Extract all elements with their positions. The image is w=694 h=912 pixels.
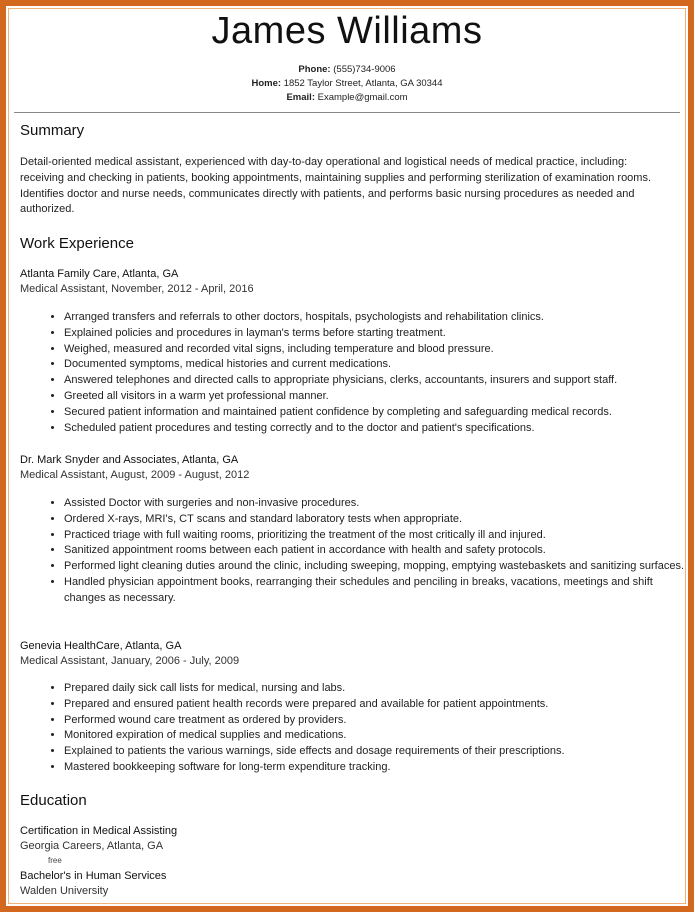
list-item: • Monitored expiration of medical supplies and medications.: [64, 728, 686, 744]
candidate-name: James Williams: [211, 10, 483, 52]
list-item: • Scheduled patient procedures and testing correctly and to the doctor and patient's specifications.: [64, 421, 686, 437]
job-bullets: [44, 310, 686, 436]
list-item: • Greeted all visitors in a warm yet professional manner.: [64, 389, 686, 405]
job-role: Medical Assistant, November, 2012 - April, 2016: [20, 283, 254, 295]
email-label: Email:: [286, 92, 315, 103]
email-value: Example@gmail.com: [317, 92, 408, 103]
phone-label: Phone:: [298, 64, 331, 75]
education-school: Walden University: [20, 885, 109, 897]
work-heading: Work Experience: [20, 235, 134, 252]
list-item: • Prepared and ensured patient health records were prepared and available for patient appointments.: [64, 697, 686, 713]
home-label: Home:: [251, 78, 282, 89]
list-item: • Documented symptoms, medical histories and current medications.: [64, 357, 686, 373]
list-item: • Assisted Doctor with surgeries and non-invasive procedures.: [64, 496, 686, 512]
list-item: • Prepared daily sick call lists for medical, nursing and labs.: [64, 681, 686, 697]
list-item: • Sanitized appointment rooms between each patient in accordance with health and safety protocols.: [64, 543, 686, 559]
email-line: [8, 91, 686, 105]
home-value: 1852 Taylor Street, Atlanta, GA 30344: [283, 78, 443, 89]
list-item: • Explained policies and procedures in layman's terms before starting treatment.: [64, 326, 686, 342]
resume-page: [8, 8, 686, 904]
home-line: [8, 77, 686, 91]
education-school: Georgia Careers, Atlanta, GA: [20, 840, 164, 852]
list-item: • Mastered bookkeeping software for long-term expenditure tracking.: [64, 760, 686, 776]
list-item: • Practiced triage with full waiting rooms, prioritizing the treatment of the most critically ill and injured.: [64, 528, 686, 544]
list-item: • Performed wound care treatment as ordered by providers.: [64, 713, 686, 729]
list-item: • Arranged transfers and referrals to other doctors, hospitals, psychologists and rehabilitation clinics.: [64, 310, 686, 326]
summary-text: Detail-oriented medical assistant, experienced with day-to-day operational and logistical needs of medical practice, including: receiving and checking in patients, booking appointments, maintaining supplies and performing sterilization of examination rooms. Identifies doctor and nurse needs, communicates directly with patients, and performs basic nursing procedures as needed and authorized.: [20, 156, 652, 216]
watermark-text: free: [48, 856, 62, 865]
job-employer: Genevia HealthCare, Atlanta, GA: [20, 640, 182, 652]
job-bullets: [44, 496, 686, 607]
job-role: Medical Assistant, January, 2006 - July, 2009: [20, 655, 240, 667]
list-item: • Explained to patients the various warnings, side effects and dosage requirements of their prescriptions.: [64, 744, 686, 760]
summary-heading: Summary: [20, 122, 85, 139]
list-item: • Ordered X-rays, MRI's, CT scans and standard laboratory tests when appropriate.: [64, 512, 686, 528]
job-employer: Atlanta Family Care, Atlanta, GA: [20, 268, 179, 280]
job-employer: Dr. Mark Snyder and Associates, Atlanta, GA: [20, 454, 239, 466]
contact-block: [8, 63, 686, 105]
phone-value: (555)734-9006: [333, 64, 396, 75]
education-title: Bachelor's in Human Services: [20, 870, 167, 882]
list-item: • Handled physician appointment books, rearranging their schedules and penciling in breaks, vacations, meetings and shift changes as necessary.: [64, 575, 686, 607]
phone-line: [8, 63, 686, 77]
education-heading: Education: [20, 792, 87, 809]
header-divider: [14, 112, 680, 113]
list-item: • Performed light cleaning duties around the clinic, including sweeping, mopping, emptying wastebaskets and sanitizing surfaces.: [64, 559, 686, 575]
list-item: • Answered telephones and directed calls to appropriate physicians, clerks, accountants, insurers and support staff.: [64, 373, 686, 389]
job-role: Medical Assistant, August, 2009 - August, 2012: [20, 469, 250, 481]
job-bullets: [44, 681, 686, 776]
list-item: • Weighed, measured and recorded vital signs, including temperature and blood pressure.: [64, 342, 686, 358]
list-item: • Secured patient information and maintained patient confidence by completing and safeguarding medical records.: [64, 405, 686, 421]
education-title: Certification in Medical Assisting: [20, 825, 178, 837]
